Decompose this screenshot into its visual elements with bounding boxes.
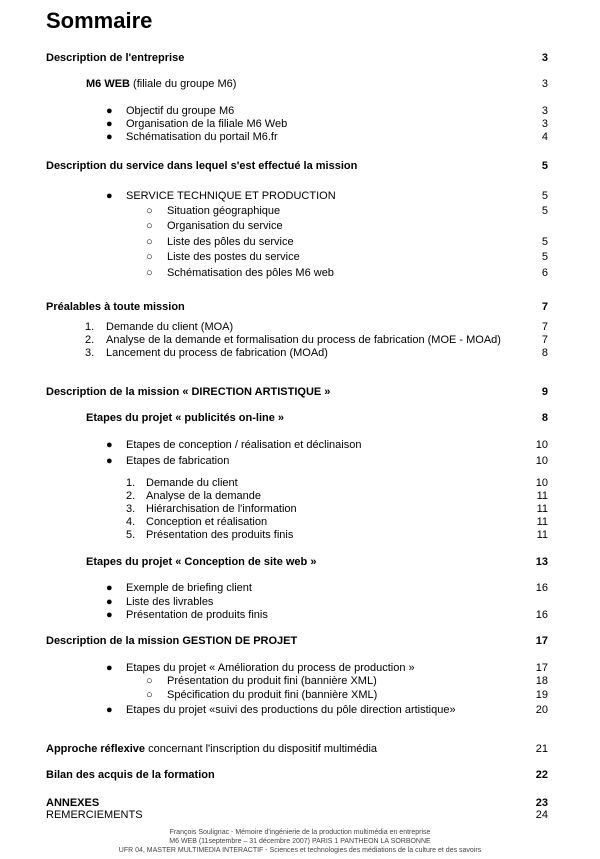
toc-page: 3: [541, 105, 548, 117]
toc-label: Liste des pôles du service: [167, 236, 294, 248]
toc-label-bold: Approche réflexive: [46, 743, 146, 755]
bullet-icon: ●: [106, 662, 113, 674]
toc-label: Etapes du projet « Conception de site web »: [86, 556, 317, 568]
toc-label: Préalables à toute mission: [46, 301, 185, 313]
toc-label: Bilan des acquis de la formation: [46, 769, 215, 781]
toc-subitem: [0, 250, 600, 265]
toc-page: 17: [535, 662, 548, 674]
toc-subsection: [0, 77, 600, 92]
circle-bullet-icon: ○: [146, 205, 153, 217]
toc-page: 10: [535, 439, 548, 451]
toc-label: SERVICE TECHNIQUE ET PRODUCTION: [126, 190, 336, 202]
toc-label: Demande du client (MOA): [106, 321, 234, 333]
bullet-icon: ●: [106, 439, 113, 451]
toc-page: 3: [541, 78, 548, 90]
bullet-icon: ●: [106, 455, 113, 467]
toc-section: [0, 768, 600, 783]
bullet-icon: ●: [106, 596, 113, 608]
toc-label: Etapes de fabrication: [126, 455, 230, 467]
bullet-icon: ●: [106, 118, 113, 130]
toc-section: [0, 808, 600, 823]
toc-page: 10: [535, 477, 548, 489]
toc-subitem: [0, 235, 600, 250]
toc-page: 8: [541, 412, 548, 424]
toc-item: [0, 346, 600, 361]
toc-label: Etapes du projet « Amélioration du process de production »: [126, 662, 415, 674]
toc-section: [0, 742, 600, 757]
toc-page: 13: [535, 556, 548, 568]
circle-bullet-icon: ○: [146, 689, 153, 701]
toc-label: [86, 77, 236, 92]
toc-page: 20: [535, 704, 548, 716]
toc-page: 3: [541, 118, 548, 130]
toc-section: [0, 159, 600, 174]
toc-label: Lancement du process de fabrication (MOAd): [106, 347, 328, 359]
toc-page: 7: [541, 321, 548, 333]
bullet-icon: ●: [106, 105, 113, 117]
toc-label: Schématisation du portail M6.fr: [126, 131, 278, 143]
toc-label: Description de l'entreprise: [46, 52, 185, 64]
toc-number: 4.: [126, 516, 136, 528]
toc-page: 3: [541, 52, 548, 64]
bullet-icon: ●: [106, 190, 113, 202]
bullet-icon: ●: [106, 609, 113, 621]
toc-label-rest: concernant l'inscription du dispositif multimédia: [145, 743, 378, 755]
toc-label: Conception et réalisation: [146, 516, 268, 528]
toc-label: Description du service dans lequel s'est effectué la mission: [46, 160, 358, 172]
circle-bullet-icon: ○: [146, 675, 153, 687]
toc-page: 7: [541, 334, 548, 346]
toc-page: 5: [541, 251, 548, 263]
circle-bullet-icon: ○: [146, 220, 153, 232]
toc-page: 11: [536, 516, 548, 528]
toc-page: 5: [541, 190, 548, 202]
toc-label: Description de la mission « DIRECTION ARTISTIQUE »: [46, 386, 331, 398]
toc-label: Analyse de la demande: [146, 490, 261, 502]
toc-label: Organisation de la filiale M6 Web: [126, 118, 288, 130]
toc-label: Description de la mission GESTION DE PROJET: [46, 635, 298, 647]
toc-item: [0, 608, 600, 623]
bullet-icon: ●: [106, 704, 113, 716]
toc-number: 1.: [126, 477, 136, 489]
page-title: Sommaire: [46, 8, 153, 33]
toc-label-rest: (filiale du groupe M6): [130, 78, 237, 90]
page-footer: [0, 828, 600, 855]
toc-page: 4: [541, 131, 548, 143]
toc-item: [0, 130, 600, 145]
toc-page: 7: [541, 301, 548, 313]
toc-label: Situation géographique: [167, 205, 281, 217]
toc-page: 16: [535, 582, 548, 594]
toc-page: 11: [536, 529, 548, 541]
toc-item: [0, 581, 600, 596]
toc-section: [0, 300, 600, 315]
toc-label: Etapes du projet «suivi des productions du pôle direction artistique»: [126, 704, 456, 716]
toc-label: Objectif du groupe M6: [126, 105, 235, 117]
toc-label: Présentation des produits finis: [146, 529, 294, 541]
toc-number: 2.: [126, 490, 136, 502]
toc-label: [46, 742, 377, 757]
toc-subitem: [0, 266, 600, 281]
circle-bullet-icon: ○: [146, 236, 153, 248]
toc-label: Liste des livrables: [126, 596, 214, 608]
toc-label: REMERCIEMENTS: [46, 809, 143, 821]
toc-item: [0, 438, 600, 453]
toc-page: 6: [541, 267, 548, 279]
footer-line: M6 WEB (11septembre – 31 décembre 2007) PARIS 1 PANTHEON LA SORBONNE: [169, 838, 431, 845]
bullet-icon: ●: [106, 131, 113, 143]
toc-label: Demande du client: [146, 477, 238, 489]
toc-section: [0, 634, 600, 649]
toc-subitem: [0, 219, 600, 234]
toc-label: Etapes de conception / réalisation et déclinaison: [126, 439, 362, 451]
toc-page: 16: [535, 609, 548, 621]
toc-page: 21: [535, 743, 548, 755]
toc-page: 5: [541, 236, 548, 248]
toc-section: [0, 385, 600, 400]
circle-bullet-icon: ○: [146, 267, 153, 279]
toc-subitem: [0, 674, 600, 689]
toc-label-bold: M6 WEB: [86, 78, 130, 90]
toc-item: [0, 703, 600, 718]
toc-item: [0, 189, 600, 204]
toc-number: 3.: [126, 503, 136, 515]
toc-label: Etapes du projet « publicités on-line »: [86, 412, 285, 424]
toc-section: [0, 51, 600, 66]
toc-page: 11: [536, 490, 548, 502]
toc-subsection: [0, 411, 600, 426]
toc-label: ANNEXES: [46, 797, 100, 809]
toc-label: Organisation du service: [167, 220, 283, 232]
toc-number: 5.: [126, 529, 136, 541]
toc-page: 18: [535, 675, 548, 687]
toc-page: 23: [535, 797, 548, 809]
footer-line: UFR 04, MASTER MULTIMEDIA INTERACTIF - Sciences et technologies des médiations de la culture et des savoirs: [118, 847, 482, 854]
toc-page: 8: [541, 347, 548, 359]
toc-page: 22: [535, 769, 548, 781]
toc-page: 24: [535, 809, 548, 821]
toc-label: Hiérarchisation de l'information: [146, 503, 297, 515]
toc-page: 5: [541, 205, 548, 217]
toc-subitem: [0, 688, 600, 703]
toc-label: Spécification du produit fini (bannière XML): [167, 689, 378, 701]
toc-subitem: [0, 204, 600, 219]
toc-label: Présentation du produit fini (bannière XML): [167, 675, 377, 687]
toc-label: Présentation de produits finis: [126, 609, 268, 621]
toc-page: 5: [541, 160, 548, 172]
footer-line: François Soulignac - Mémoire d'ingénierie de la production multimédia en entreprise: [169, 829, 431, 836]
toc-label: Exemple de briefing client: [126, 582, 252, 594]
toc-label: Liste des postes du service: [167, 251, 300, 263]
toc-item: [0, 454, 600, 469]
toc-page: 10: [535, 455, 548, 467]
toc-page: 9: [541, 386, 548, 398]
toc-subitem: [0, 528, 600, 543]
toc-number: 2.: [85, 334, 95, 346]
toc-number: 1.: [85, 321, 95, 333]
bullet-icon: ●: [106, 582, 113, 594]
toc-label: Schématisation des pôles M6 web: [167, 267, 334, 279]
toc-page: 19: [535, 689, 548, 701]
toc-page: 17: [535, 635, 548, 647]
toc-subsection: [0, 555, 600, 570]
toc-number: 3.: [85, 347, 95, 359]
circle-bullet-icon: ○: [146, 251, 153, 263]
toc-page: 11: [536, 503, 548, 515]
toc-label: Analyse de la demande et formalisation du process de fabrication (MOE - MOAd): [106, 334, 501, 346]
